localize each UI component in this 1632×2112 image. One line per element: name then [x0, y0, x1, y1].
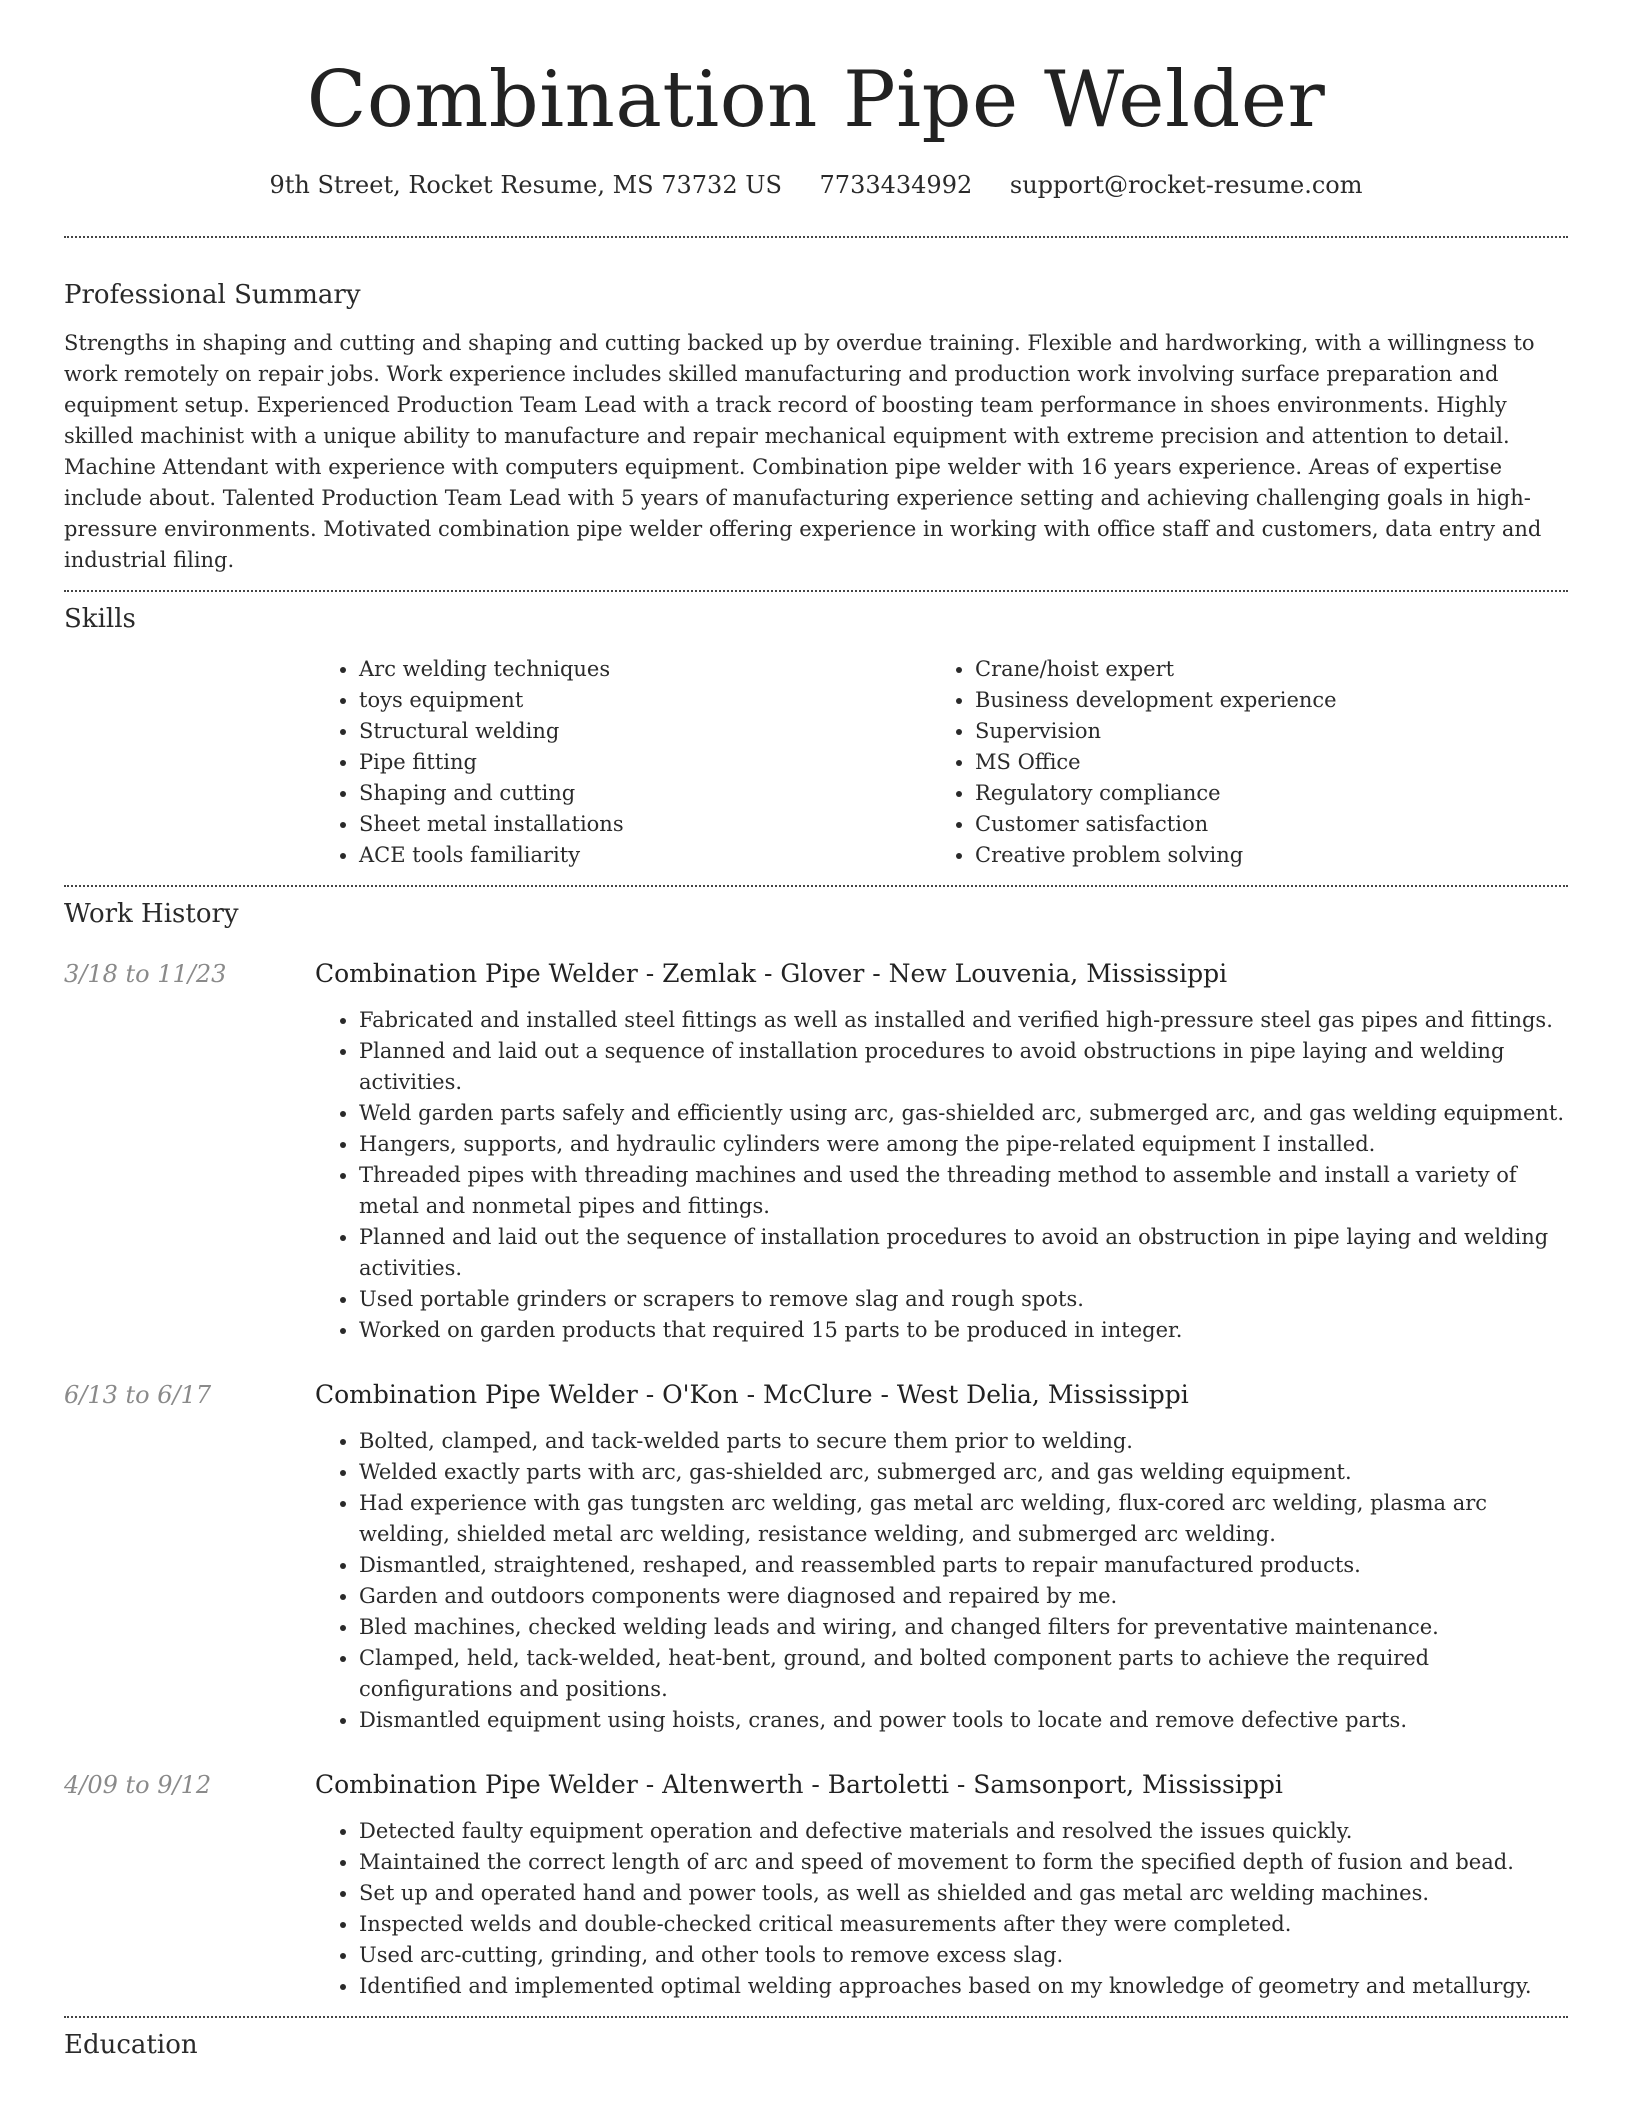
job-bullet: • Worked on garden products that required 15 parts to be produced in integer.	[359, 1315, 1568, 1346]
job-entry	[64, 957, 1568, 1346]
skill-item: • Structural welding	[359, 716, 931, 747]
contact-email: support@rocket-resume.com	[1009, 171, 1363, 199]
candidate-name: Combination Pipe Welder	[306, 55, 1326, 145]
job-bullets	[315, 1005, 1568, 1346]
job-dates: 4/09 to 9/12	[64, 1771, 212, 1799]
work-history-section	[64, 887, 1568, 2016]
education-section	[64, 2018, 1568, 2062]
job-dates: 6/13 to 6/17	[64, 1381, 212, 1409]
summary-text: Strengths in shaping and cutting and shaping and cutting backed up by overdue training. Flexible and hardworking, with a willingness to work remotely on repair jobs. Work experience includes skilled manufacturing and production work involving surface preparation and equipment setup. Experienced Production Team Lead with a track record of boosting team performance in shoes environments. Highly skilled machinist with a unique ability to manufacture and repair mechanical equipment with extreme precision and attention to detail. Machine Attendant with experience with computers equipment. Combination pipe welder with 16 years experience. Areas of expertise include about. Talented Production Team Lead with 5 years of manufacturing experience setting and achieving challenging goals in high-pressure environments. Motivated combination pipe welder offering experience in working with office staff and customers, data entry and industrial filing.	[64, 331, 1542, 572]
job-bullet: • Dismantled, straightened, reshaped, and reassembled parts to repair manufactured products.	[359, 1550, 1568, 1581]
job-title: Combination Pipe Welder - O'Kon - McClure - West Delia, Mississippi	[315, 1380, 1189, 1409]
job-bullet: • Fabricated and installed steel fittings as well as installed and verified high-pressure steel gas pipes and fittings.	[359, 1005, 1568, 1036]
skill-item: • MS Office	[975, 747, 1547, 778]
section-title-summary: Professional Summary	[64, 280, 361, 310]
job-bullet: • Set up and operated hand and power tools, as well as shielded and gas metal arc welding machines.	[359, 1878, 1568, 1909]
job-bullet: • Garden and outdoors components were diagnosed and repaired by me.	[359, 1581, 1568, 1612]
skill-item: • ACE tools familiarity	[359, 840, 931, 871]
skills-column-right	[931, 654, 1547, 871]
job-bullet: • Identified and implemented optimal welding approaches based on my knowledge of geometry and metallurgy.	[359, 1971, 1568, 2002]
summary-section	[64, 238, 1568, 590]
job-bullet: • Dismantled equipment using hoists, cranes, and power tools to locate and remove defective parts.	[359, 1705, 1568, 1736]
job-bullet: • Used portable grinders or scrapers to remove slag and rough spots.	[359, 1284, 1568, 1315]
job-bullet: • Bolted, clamped, and tack-welded parts to secure them prior to welding.	[359, 1426, 1568, 1457]
section-title-education: Education	[64, 2030, 198, 2060]
job-bullet: • Detected faulty equipment operation and defective materials and resolved the issues quickly.	[359, 1816, 1568, 1847]
skills-column-left	[315, 654, 931, 871]
skill-item: • Pipe fitting	[359, 747, 931, 778]
section-title-skills: Skills	[64, 604, 136, 634]
skills-section	[64, 592, 1568, 885]
skill-item: • Regulatory compliance	[975, 778, 1547, 809]
contact-line	[64, 170, 1568, 200]
skills-columns	[315, 636, 1568, 885]
contact-address: 9th Street, Rocket Resume, MS 73732 US	[269, 171, 782, 199]
skill-item: • Crane/hoist expert	[975, 654, 1547, 685]
job-bullet: • Planned and laid out the sequence of installation procedures to avoid an obstruction in pipe laying and welding activities.	[359, 1222, 1568, 1284]
job-entry	[64, 1378, 1568, 1736]
job-bullet: • Bled machines, checked welding leads and wiring, and changed filters for preventative maintenance.	[359, 1612, 1568, 1643]
skill-item: • Supervision	[975, 716, 1547, 747]
skill-item: • Customer satisfaction	[975, 809, 1547, 840]
skill-item: • Sheet metal installations	[359, 809, 931, 840]
job-bullet: • Weld garden parts safely and efficiently using arc, gas-shielded arc, submerged arc, and gas welding equipment.	[359, 1098, 1568, 1129]
job-bullet: • Inspected welds and double-checked critical measurements after they were completed.	[359, 1909, 1568, 1940]
resume-header	[64, 0, 1568, 200]
job-bullet: • Used arc-cutting, grinding, and other tools to remove excess slag.	[359, 1940, 1568, 1971]
skill-item: • Business development experience	[975, 685, 1547, 716]
contact-phone: 7733434992	[819, 171, 973, 199]
job-bullet: • Had experience with gas tungsten arc welding, gas metal arc welding, flux-cored arc welding, plasma arc welding, shielded metal arc welding, resistance welding, and submerged arc welding.	[359, 1488, 1568, 1550]
job-title: Combination Pipe Welder - Zemlak - Glover - New Louvenia, Mississippi	[315, 959, 1228, 988]
section-title-work-history: Work History	[64, 899, 239, 929]
job-bullet: • Maintained the correct length of arc and speed of movement to form the specified depth of fusion and bead.	[359, 1847, 1568, 1878]
job-bullet: • Welded exactly parts with arc, gas-shielded arc, submerged arc, and gas welding equipment.	[359, 1457, 1568, 1488]
job-bullet: • Clamped, held, tack-welded, heat-bent, ground, and bolted component parts to achieve the required configurations and positions.	[359, 1643, 1568, 1705]
job-bullets	[315, 1426, 1568, 1736]
job-bullet: • Threaded pipes with threading machines and used the threading method to assemble and install a variety of metal and nonmetal pipes and fittings.	[359, 1160, 1568, 1222]
job-bullets	[315, 1816, 1568, 2002]
skill-item: • Creative problem solving	[975, 840, 1547, 871]
job-dates: 3/18 to 11/23	[64, 960, 227, 988]
job-entry	[64, 1768, 1568, 2016]
job-title: Combination Pipe Welder - Altenwerth - Bartoletti - Samsonport, Mississippi	[315, 1770, 1283, 1799]
skill-item: • Shaping and cutting	[359, 778, 931, 809]
skill-item: • Arc welding techniques	[359, 654, 931, 685]
job-bullet: • Hangers, supports, and hydraulic cylinders were among the pipe-related equipment I installed.	[359, 1129, 1568, 1160]
skill-item: • toys equipment	[359, 685, 931, 716]
job-bullet: • Planned and laid out a sequence of installation procedures to avoid obstructions in pipe laying and welding activities.	[359, 1036, 1568, 1098]
